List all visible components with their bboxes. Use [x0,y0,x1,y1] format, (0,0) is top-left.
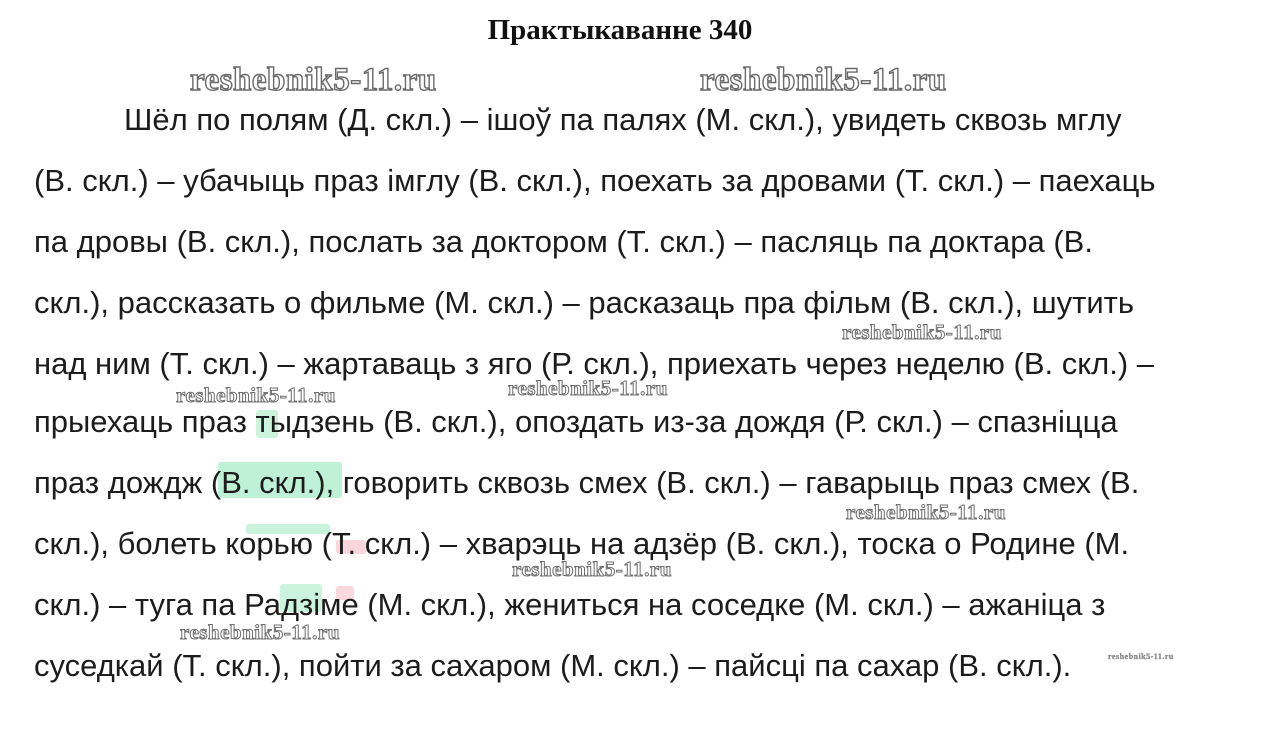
text-line: суседкай (Т. скл.), пойти за сахаром (М. скл.) – пайсці па сахар (В. скл.). [34,648,1072,683]
text-line: скл.), рассказать о фильме (М. скл.) – расказаць пра фільм (В. скл.), шутить [34,285,1135,320]
watermark: reshebnik5-11.ru [846,500,1006,524]
text-line: па дровы (В. скл.), послать за доктором (Т. скл.) – пасляць па доктара (В. [34,224,1093,259]
text-line: над ним (Т. скл.) – жартаваць з яго (Р. скл.), приехать через неделю (В. скл.) – [34,346,1155,381]
text-line: скл.), болеть корью (Т. скл.) – хварэць на адзёр (В. скл.), тоска о Родине (М. [34,526,1130,561]
exercise-title: Практыкаванне 340 [487,14,753,46]
text-line: скл.) – туга па Радзіме (М. скл.), жениться на соседке (М. скл.) – ажаніца з [34,587,1106,622]
text-line: праз дождж (В. скл.), говорить сквозь смех (В. скл.) – гаварыць праз смех (В. [34,465,1140,500]
watermark: reshebnik5-11.ru [1108,652,1174,661]
watermark: reshebnik5-11.ru [180,620,340,644]
text-line: Шёл по полям (Д. скл.) – ішоў па палях (М. скл.), увидеть сквозь мглу [124,102,1122,137]
watermark: reshebnik5-11.ru [700,62,947,98]
watermark: reshebnik5-11.ru [508,376,668,400]
watermark: reshebnik5-11.ru [190,62,437,98]
watermark: reshebnik5-11.ru [176,383,336,407]
watermark: reshebnik5-11.ru [842,320,1002,344]
text-line: прыехаць праз тыдзень (В. скл.), опоздать из-за дождя (Р. скл.) – спазніцца [34,404,1118,439]
watermark: reshebnik5-11.ru [512,557,672,581]
text-line: (В. скл.) – убачыць праз імглу (В. скл.), поехать за дровами (Т. скл.) – паехаць [34,163,1156,198]
